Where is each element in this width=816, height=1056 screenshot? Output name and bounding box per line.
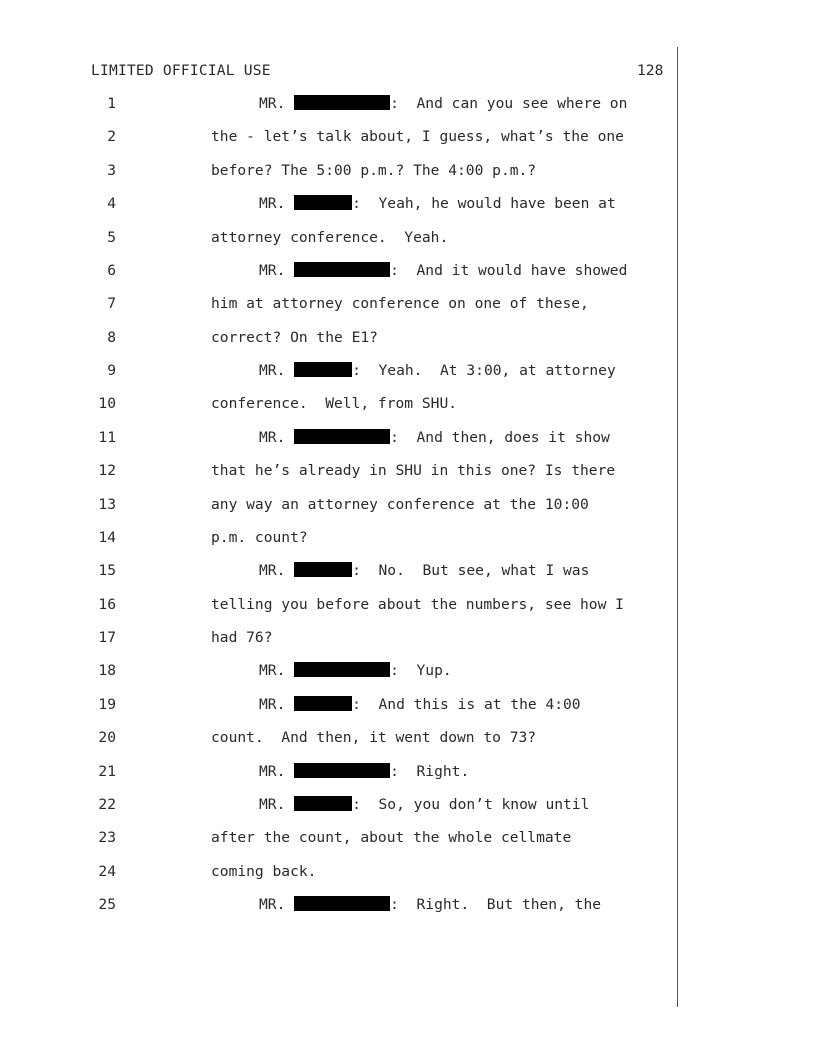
line-number: 5 (107, 228, 116, 246)
speaker-title: MR. (259, 362, 295, 380)
line-number: 13 (98, 495, 116, 513)
speaker-statement: : Yup. (390, 662, 452, 680)
transcript-line (0, 596, 816, 616)
line-number: 7 (107, 295, 116, 313)
transcript-line (0, 429, 816, 449)
redaction-box (294, 696, 352, 711)
speaker-title: MR. (259, 896, 295, 914)
speaker-line (259, 896, 601, 913)
line-number: 4 (107, 195, 116, 213)
speaker-statement: : Yeah, he would have been at (352, 195, 616, 213)
speaker-title: MR. (259, 662, 295, 680)
testimony-line: conference. Well, from SHU. (211, 395, 458, 413)
transcript-line (0, 295, 816, 315)
testimony-line: after the count, about the whole cellmate (211, 829, 572, 847)
testimony-line: attorney conference. Yeah. (211, 228, 449, 246)
line-number: 11 (98, 428, 116, 446)
speaker-statement: : Right. But then, the (390, 896, 602, 914)
redaction-box (294, 796, 352, 811)
speaker-title: MR. (259, 562, 295, 580)
testimony-line: that he’s already in SHU in this one? Is there (211, 462, 616, 480)
line-number: 14 (98, 528, 116, 546)
speaker-line (259, 362, 616, 379)
speaker-line (259, 696, 581, 713)
testimony-line: telling you before about the numbers, see how I (211, 595, 624, 613)
transcript-line (0, 362, 816, 382)
testimony-line: the - let’s talk about, I guess, what’s the one (211, 128, 624, 146)
line-number: 21 (98, 762, 116, 780)
transcript-line (0, 195, 816, 215)
speaker-statement: : Right. (390, 762, 470, 780)
transcript-line (0, 262, 816, 282)
testimony-line: before? The 5:00 p.m.? The 4:00 p.m.? (211, 161, 537, 179)
speaker-line (259, 662, 452, 679)
testimony-line: count. And then, it went down to 73? (211, 729, 537, 747)
speaker-title: MR. (259, 695, 295, 713)
line-number: 16 (98, 595, 116, 613)
line-number: 3 (107, 161, 116, 179)
transcript-line (0, 863, 816, 883)
testimony-line: any way an attorney conference at the 10:00 (211, 495, 589, 513)
speaker-statement: : No. But see, what I was (352, 562, 590, 580)
speaker-title: MR. (259, 261, 295, 279)
speaker-statement: : And it would have showed (390, 261, 628, 279)
testimony-line: had 76? (211, 629, 273, 647)
line-number: 18 (98, 662, 116, 680)
transcript-line (0, 729, 816, 749)
speaker-line (259, 262, 627, 279)
transcript-line (0, 763, 816, 783)
speaker-statement: : So, you don’t know until (352, 795, 590, 813)
transcript-line (0, 496, 816, 516)
redaction-box (294, 429, 390, 444)
testimony-line: him at attorney conference on one of these, (211, 295, 589, 313)
transcript-line (0, 629, 816, 649)
line-number: 12 (98, 462, 116, 480)
testimony-line: p.m. count? (211, 528, 308, 546)
speaker-title: MR. (259, 195, 295, 213)
line-number: 25 (98, 896, 116, 914)
classification-header: LIMITED OFFICIAL USE (91, 62, 271, 79)
line-number: 17 (98, 629, 116, 647)
speaker-line (259, 796, 589, 813)
speaker-statement: : And then, does it show (390, 428, 610, 446)
redaction-box (294, 195, 352, 210)
transcript-line (0, 162, 816, 182)
redaction-box (294, 362, 352, 377)
speaker-title: MR. (259, 95, 295, 112)
speaker-line (259, 562, 589, 579)
speaker-title: MR. (259, 428, 295, 446)
transcript-line (0, 662, 816, 682)
speaker-title: MR. (259, 762, 295, 780)
speaker-line (259, 763, 469, 780)
line-number: 15 (98, 562, 116, 580)
speaker-line (259, 95, 627, 112)
redaction-box (294, 562, 352, 577)
transcript-line (0, 829, 816, 849)
transcript-line (0, 462, 816, 482)
testimony-line: coming back. (211, 862, 317, 880)
line-number: 19 (98, 695, 116, 713)
transcript-line (0, 95, 816, 115)
transcript-line (0, 229, 816, 249)
transcript-line (0, 696, 816, 716)
testimony-line: correct? On the E1? (211, 328, 378, 346)
line-number: 8 (107, 328, 116, 346)
speaker-line (259, 195, 616, 212)
redaction-box (294, 662, 390, 677)
speaker-statement: : And can you see where on (390, 95, 628, 112)
transcript-line (0, 562, 816, 582)
line-number: 23 (98, 829, 116, 847)
transcript-line (0, 329, 816, 349)
speaker-statement: : And this is at the 4:00 (352, 695, 581, 713)
line-number: 1 (107, 95, 116, 112)
line-number: 24 (98, 862, 116, 880)
line-number: 2 (107, 128, 116, 146)
speaker-title: MR. (259, 795, 295, 813)
line-number: 10 (98, 395, 116, 413)
line-number: 6 (107, 261, 116, 279)
page-number: 128 (637, 62, 664, 79)
transcript-line (0, 896, 816, 916)
redaction-box (294, 896, 390, 911)
line-number: 22 (98, 795, 116, 813)
redaction-box (294, 763, 390, 778)
line-number: 20 (98, 729, 116, 747)
speaker-statement: : Yeah. At 3:00, at attorney (352, 362, 616, 380)
transcript-line (0, 128, 816, 148)
redaction-box (294, 95, 390, 110)
transcript-line (0, 395, 816, 415)
transcript-line (0, 796, 816, 816)
speaker-line (259, 429, 610, 446)
line-number: 9 (107, 362, 116, 380)
transcript-line (0, 529, 816, 549)
redaction-box (294, 262, 390, 277)
